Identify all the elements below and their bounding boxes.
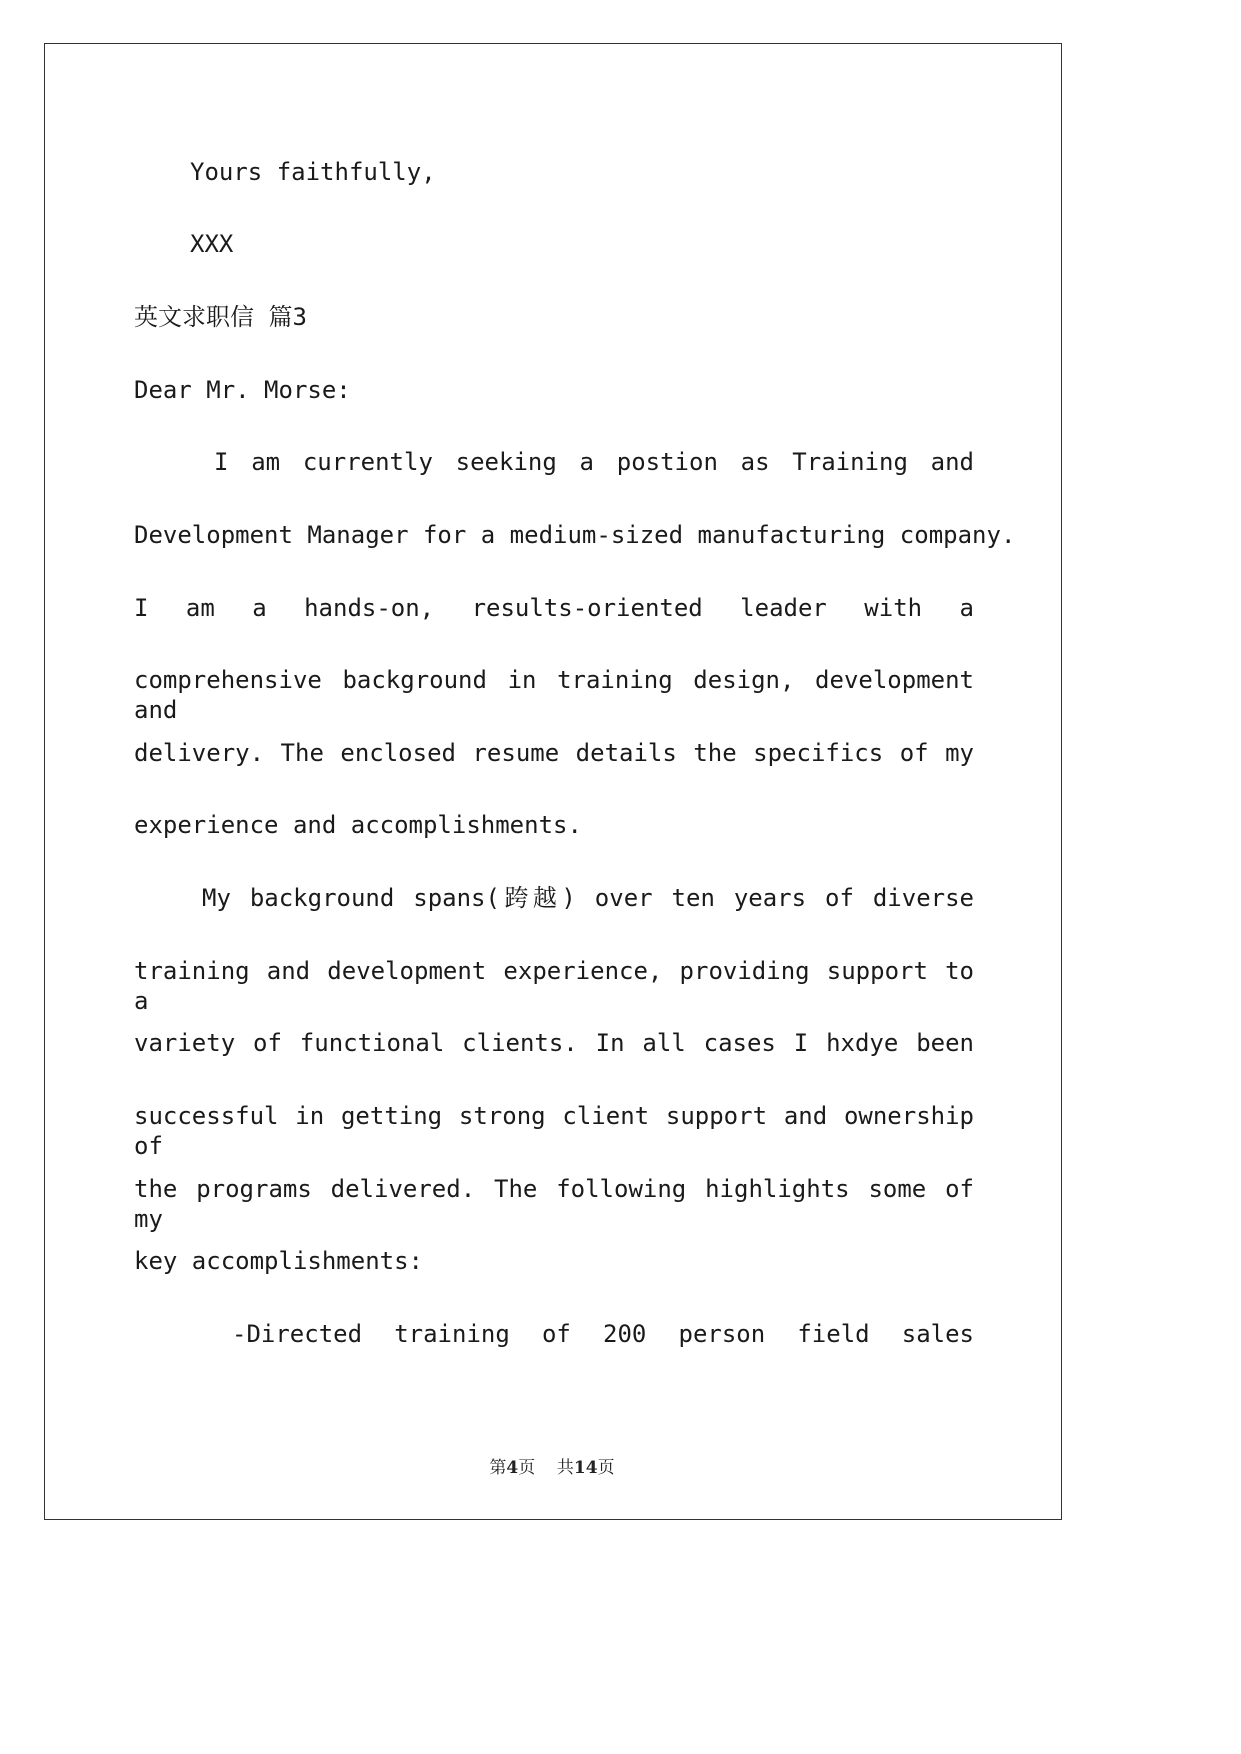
paragraph-1-line-6: experience and accomplishments. [134, 811, 582, 839]
page-footer [0, 1453, 1104, 1478]
closing-signature: XXX [190, 230, 234, 258]
page-border [44, 43, 1062, 1520]
footer-total-pages: 14 [573, 1458, 598, 1478]
paragraph-2-line-5: the programs delivered. The following highlights some of my [134, 1175, 974, 1233]
paragraph-1-line-4: comprehensive background in training design, development and [134, 666, 974, 724]
paragraph-1-line-1: I am currently seeking a postion as Training and [214, 448, 974, 476]
paragraph-1-line-5: delivery. The enclosed resume details the specifics of my [134, 739, 974, 767]
paragraph-1-line-3: I am a hands-on, results-oriented leader with a [134, 594, 974, 622]
footer-total-suffix: 页 [597, 1458, 615, 1478]
paragraph-2-line-4: successful in getting strong client support and ownership of [134, 1102, 974, 1160]
footer-prefix: 第 [489, 1458, 507, 1478]
paragraph-2-line-2: training and development experience, providing support to a [134, 957, 974, 1015]
paragraph-2-line-6: key accomplishments: [134, 1247, 423, 1275]
letter-greeting: Dear Mr. Morse: [134, 376, 351, 404]
paragraph-1-line-2: Development Manager for a medium-sized manufacturing company. [134, 521, 1016, 549]
bullet-1: -Directed training of 200 person field sales [232, 1320, 974, 1348]
footer-total-prefix: 共 [556, 1458, 574, 1478]
footer-page-number: 4 [506, 1458, 519, 1478]
section-heading: 英文求职信 篇3 [134, 303, 307, 331]
closing-salutation: Yours faithfully, [190, 158, 436, 186]
footer-page-suffix: 页 [518, 1458, 536, 1478]
paragraph-2-line-3: variety of functional clients. In all cases I hxdye been [134, 1029, 974, 1057]
paragraph-2-line-1: My background spans(跨越) over ten years of diverse [202, 884, 974, 912]
